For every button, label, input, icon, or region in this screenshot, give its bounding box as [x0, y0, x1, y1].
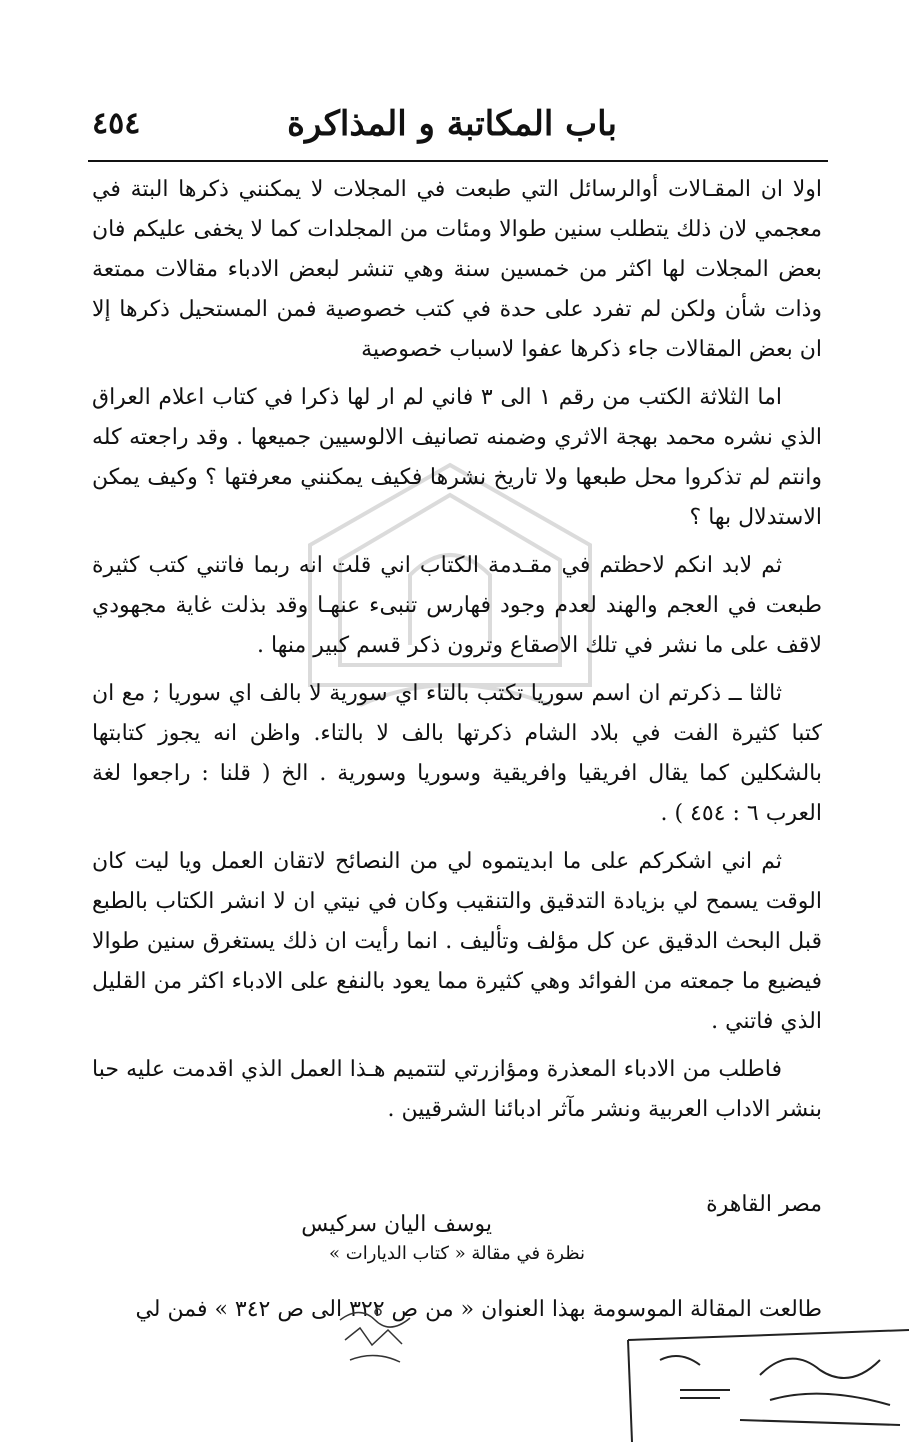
paragraph-5: ثم اني اشكركم على ما ابديتموه لي من النصائح لاتقان العمل ويا ليت كان الوقت يسمح لي بزيادة التدقيق والتنقيب وكان في نيتي ان لا انشر الكتاب بالطبع قبل البحث الدقيق عن كل مؤلف وتأليف . انما رأيت ان ذلك يستغرق سنين طوالا فيضيع ما جمعته من الفوائد وهي كثيرة مما يعود بالنفع على الادباء اكثر من القليل الذي فاتني .	[92, 849, 822, 1034]
paragraph-1: اولا ان المقـالات أوالرسائل التي طبعت في المجلات لا يمكنني ذكرها البتة في معجمي لان ذلك يتطلب سنين طوالا ومئات من المجلدات كما لا يخفى عليكم فان بعض المجلات لها اكثر من خمسين سنة وهي تنشر لبعض الادباء مقالات ممتعة وذات شأن ولكن لم تفرد على حدة في كتب خصوصية فمن المستحيل ذكرها إلا ان بعض المقالات جاء ذكرها عفوا لاسباب خصوصية	[92, 177, 822, 362]
page-title: باب المكاتبة و المذاكرة	[287, 104, 617, 144]
handwritten-mark	[330, 1300, 420, 1375]
page-header	[92, 104, 822, 154]
header-rule	[88, 160, 828, 162]
article-body	[92, 170, 822, 1130]
next-article-heading: نظرة في مقالة « كتاب الديارات »	[329, 1243, 585, 1264]
paragraph-4: ثالثا ــ ذكرتم ان اسم سوريا تكتب بالتاء اي سورية لا بالف اي سوريا ; مع ان كتبا كثيرة الفت في بلاد الشام ذكرتها بالف لا بالتاء. واظن انه يجوز كتابتها بالشكلين كما يقال افريقيا وافريقية وسوريا وسورية . الخ ( قلنا : راجعوا لغة العرب ٦ : ٤٥٤ ) .	[92, 681, 822, 826]
paragraph-2: اما الثلاثة الكتب من رقم ١ الى ٣ فاني لم ار لها ذكرا في كتاب اعلام العراق الذي نشره محمد بهجة الاثري وضمنه تصانيف الالوسيين جميعها . وقد راجعته كله وانتم لم تذكروا محل طبعها ولا تاريخ نشرها فكيف يمكنني معرفتها ؟ وكيف يمكن الاستدلال بها ؟	[92, 385, 822, 530]
page-number: ٤٥٤	[92, 106, 141, 141]
signature-place: مصر القاهرة	[706, 1192, 822, 1217]
signature-author: يوسف اليان سركيس	[301, 1212, 492, 1237]
paragraph-6: فاطلب من الادباء المعذرة ومؤازرتي لتتميم هـذا العمل الذي اقدمت عليه حبا بنشر الاداب العربية ونشر مآثر ادبائنا الشرقيين .	[92, 1057, 822, 1122]
paragraph-3: ثم لابد انكم لاحظتم في مقـدمة الكتاب اني قلت انه ربما فاتني كتب كثيرة طبعت في العجم والهند لعدم وجود فهارس تنبىء عنهـا وقد بذلت غاية مجهودي لاقف على ما نشر في تلك الاصقاع وترون ذكر قسم كبير منها .	[92, 553, 822, 658]
library-stamp	[620, 1320, 909, 1442]
next-article-first-line: طالعت المقالة الموسومة بهذا العنوان « من ص ٣٢٢ الى ص ٣٤٢ » فمن لي	[135, 1297, 822, 1322]
